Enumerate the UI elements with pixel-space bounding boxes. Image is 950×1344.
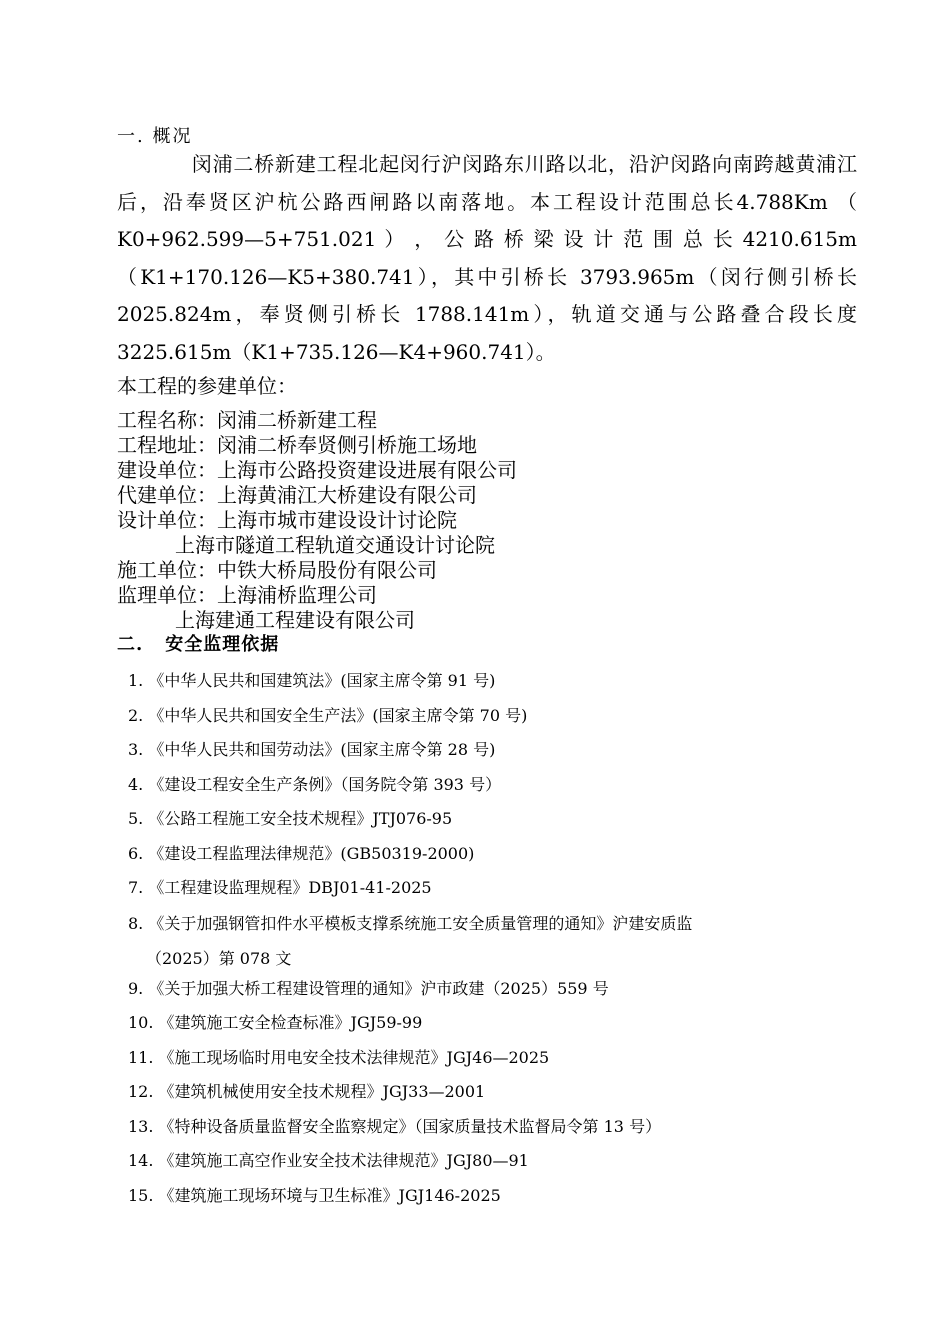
participant-line: 监理单位：上海浦桥监理公司 — [117, 583, 377, 607]
basis-item — [128, 906, 863, 976]
participant-line-continued: 上海建通工程建设有限公司 — [175, 608, 415, 632]
basis-item: 9. 《关于加强大桥工程建设管理的通知》沪市政建（2025）559 号 — [128, 978, 609, 998]
participant-line: 建设单位：上海市公路投资建设进展有限公司 — [117, 458, 517, 482]
basis-item: 4. 《建设工程安全生产条例》（国务院令第 393 号） — [128, 774, 502, 794]
section-2-number: 二. — [117, 634, 144, 655]
participant-line: 工程地址：闵浦二桥奉贤侧引桥施工场地 — [117, 433, 477, 457]
basis-item: 12. 《建筑机械使用安全技术规程》JGJ33—2001 — [128, 1082, 486, 1101]
overview-text: 闵浦二桥新建工程北起闵行沪闵路东川路以北，沿沪闵路向南跨越黄浦江后，沿奉贤区沪杭公路西闸路以南落地。本工程设计范围总长4.788Km （ K0+962.599—5+751.021 ） ， 公 路 桥 梁 设 计 范 围 总 长 4210.615m（K1+170.126—K5+380.741），其中引桥长 3793.965m（闵行侧引桥长 2025.824m，奉贤侧引桥长 1788.141m），轨道交通与公路叠合段长度 3225.615m（K1+735.126—K4+960.741）。 — [117, 152, 857, 364]
section-1-heading: 一. 概况 — [117, 126, 193, 147]
basis-item-line: 8. 《关于加强钢管扣件水平模板支撑系统施工安全质量管理的通知》沪建安质监 — [128, 913, 693, 933]
participant-line: 设计单位：上海市城市建设设计讨论院 — [117, 508, 457, 532]
basis-item: 13. 《特种设备质量监督安全监察规定》（国家质量技术监督局令第 13 号） — [128, 1116, 662, 1136]
participant-line: 施工单位：中铁大桥局股份有限公司 — [117, 558, 437, 582]
basis-item: 15. 《建筑施工现场环境与卫生标准》JGJ146-2025 — [128, 1185, 501, 1205]
basis-item: 10. 《建筑施工安全检查标准》JGJ59-99 — [128, 1013, 423, 1032]
participant-line: 代建单位：上海黄浦江大桥建设有限公司 — [117, 483, 477, 507]
participant-line: 工程名称：闵浦二桥新建工程 — [117, 408, 377, 432]
basis-item: 1. 《中华人民共和国建筑法》(国家主席令第 91 号) — [128, 671, 496, 690]
section-2-title: 安全监理依据 — [165, 634, 280, 655]
basis-item: 6. 《建设工程监理法律规范》(GB50319-2000) — [128, 843, 475, 863]
basis-item: 7. 《工程建设监理规程》DBJ01-41-2025 — [128, 878, 432, 897]
basis-item: 5. 《公路工程施工安全技术规程》JTJ076-95 — [128, 809, 453, 828]
overview-paragraph — [117, 146, 857, 371]
basis-list — [128, 668, 863, 1217]
basis-item-continued: （2025）第 078 文 — [146, 948, 292, 968]
participants-title: 本工程的参建单位： — [117, 374, 297, 398]
basis-item: 14. 《建筑施工高空作业安全技术法律规范》JGJ80—91 — [128, 1151, 529, 1170]
section-2-heading — [117, 633, 279, 657]
participants-list — [117, 408, 517, 633]
basis-item: 3. 《中华人民共和国劳动法》(国家主席令第 28 号) — [128, 740, 496, 759]
participant-line-continued: 上海市隧道工程轨道交通设计讨论院 — [175, 533, 495, 557]
basis-item: 11. 《施工现场临时用电安全技术法律规范》JGJ46—2025 — [128, 1047, 550, 1067]
basis-item: 2. 《中华人民共和国安全生产法》(国家主席令第 70 号) — [128, 705, 528, 725]
